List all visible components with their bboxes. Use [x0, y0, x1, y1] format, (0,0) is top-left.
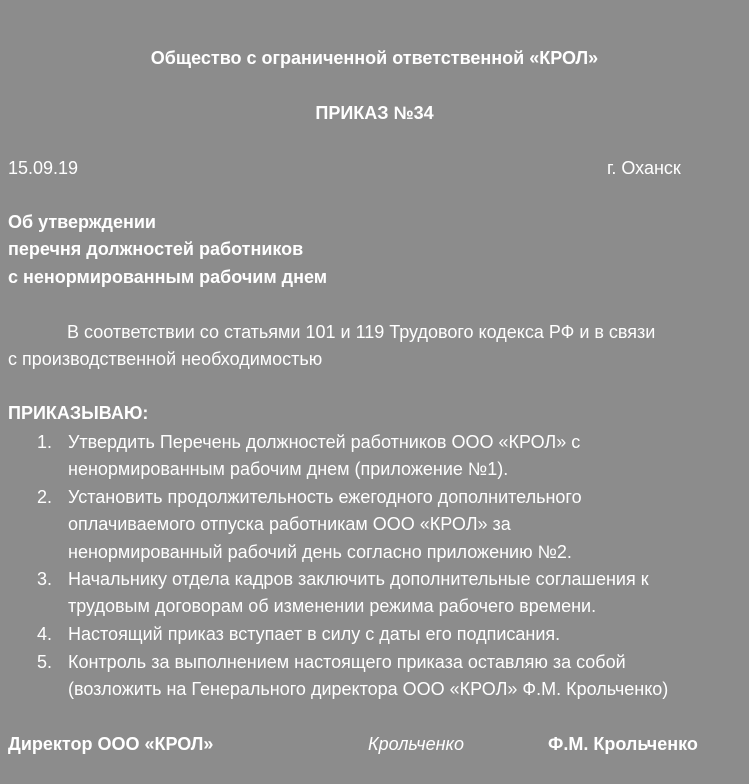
signatory-name: Ф.М. Крольченко	[548, 734, 698, 754]
order-title: ПРИКАЗ №34	[315, 103, 434, 123]
preamble-line: В соответствии со статьями 101 и 119 Трудового кодекса РФ и в связи	[67, 322, 656, 342]
item-line: Настоящий приказ вступает в силу с даты его подписания.	[68, 624, 561, 644]
item-line: Утвердить Перечень должностей работников ООО «КРОЛ» с	[68, 432, 581, 452]
item-number: 3.	[37, 569, 53, 589]
subject-line: с ненормированным рабочим днем	[8, 267, 328, 287]
order-word: ПРИКАЗЫВАЮ:	[8, 403, 149, 423]
item-line: Начальнику отдела кадров заключить дополнительные соглашения к	[68, 569, 649, 589]
item-number: 5.	[37, 652, 53, 672]
item-line: оплачиваемого отпуска работникам ООО «КРОЛ» за	[68, 514, 511, 534]
item-line: Контроль за выполнением настоящего приказа оставляю за собой	[68, 652, 626, 672]
item-number: 2.	[37, 487, 53, 507]
preamble-line: с производственной необходимостью	[8, 349, 323, 369]
signature: Крольченко	[368, 734, 464, 754]
item-line: ненормированным рабочим днем (приложение №1).	[68, 459, 509, 479]
item-line: ненормированный рабочий день согласно приложению №2.	[68, 542, 572, 562]
subject-line: Об утверждении	[8, 212, 156, 232]
order-date: 15.09.19	[8, 158, 79, 178]
item-line: трудовым договорам об изменении режима рабочего времени.	[68, 596, 597, 616]
item-line: Установить продолжительность ежегодного дополнительного	[68, 487, 582, 507]
subject-line: перечня должностей работников	[8, 239, 304, 259]
order-city: г. Оханск	[607, 158, 681, 178]
signatory-position: Директор ООО «КРОЛ»	[8, 734, 214, 754]
item-line: (возложить на Генерального директора ООО «КРОЛ» Ф.М. Крольченко)	[68, 679, 669, 699]
item-number: 4.	[37, 624, 53, 644]
organization-name: Общество с ограниченной ответственной «КРОЛ»	[150, 48, 599, 68]
item-number: 1.	[37, 432, 53, 452]
